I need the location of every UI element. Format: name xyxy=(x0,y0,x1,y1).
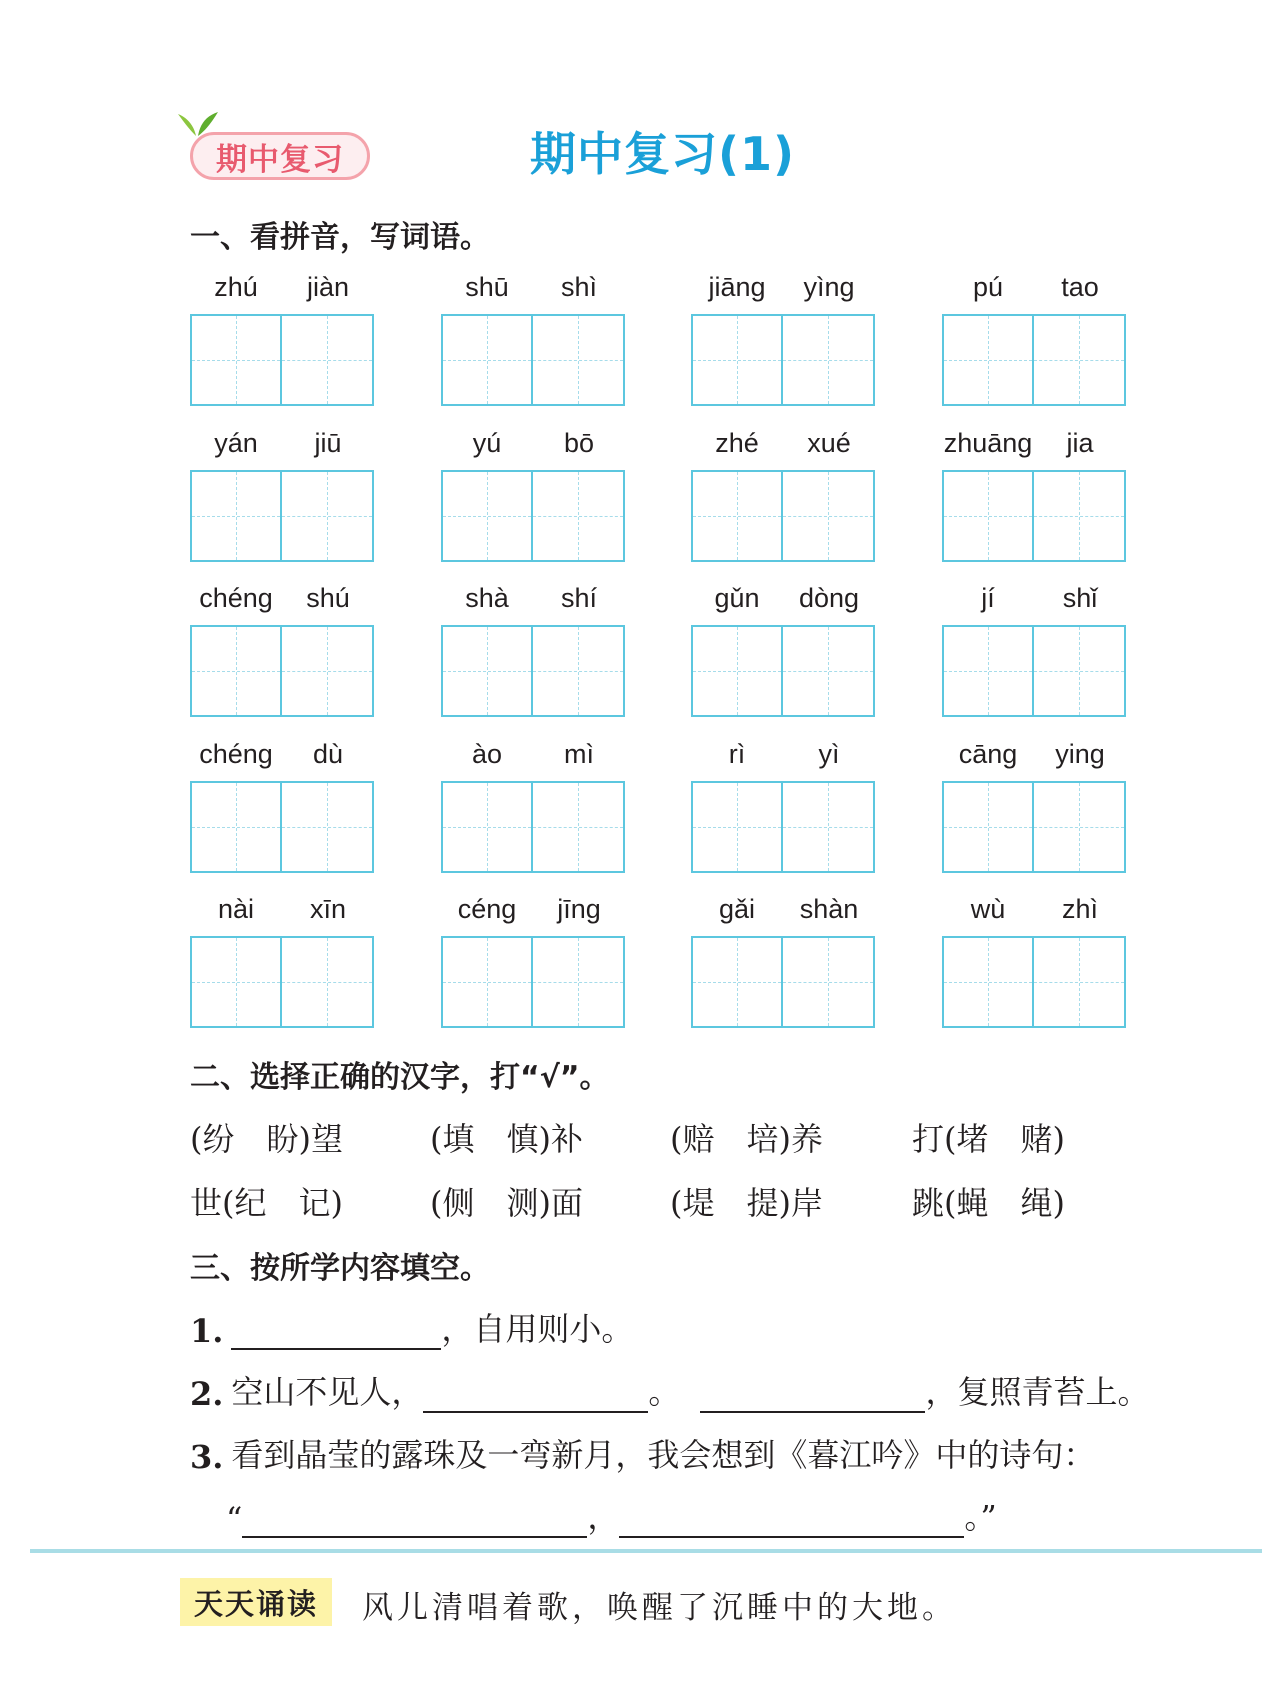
footer-divider xyxy=(30,1549,1262,1553)
pinyin-syllable: dòng xyxy=(798,583,860,613)
pinyin-label xyxy=(190,894,374,936)
section3-heading: 三、按所学内容填空。 xyxy=(190,1251,490,1286)
writing-boxes xyxy=(441,470,625,562)
pinyin-syllable: xué xyxy=(807,428,851,458)
writing-cell[interactable] xyxy=(783,625,875,717)
pinyin-label xyxy=(190,739,374,781)
pinyin-syllable: bō xyxy=(563,428,595,458)
pinyin-label xyxy=(691,428,875,470)
pinyin-word xyxy=(942,272,1126,406)
question-text: ，自用则小。 xyxy=(441,1310,634,1348)
writing-cell[interactable] xyxy=(190,781,282,873)
writing-cell[interactable] xyxy=(441,470,533,562)
writing-boxes xyxy=(691,470,875,562)
pinyin-syllable: ying xyxy=(1055,739,1105,769)
pinyin-syllable: nài xyxy=(217,894,255,924)
pinyin-syllable: gǔn xyxy=(714,583,760,613)
pinyin-label xyxy=(441,272,625,314)
writing-cell[interactable] xyxy=(783,470,875,562)
answer-blank[interactable] xyxy=(242,1506,587,1538)
pinyin-word xyxy=(942,583,1126,717)
fill-question-3 xyxy=(190,1430,1095,1476)
pinyin-word xyxy=(190,583,374,717)
pinyin-syllable: shàn xyxy=(799,894,859,924)
writing-boxes xyxy=(441,314,625,406)
choice-item[interactable]: (填 慎)补 xyxy=(430,1120,583,1158)
writing-cell[interactable] xyxy=(1034,936,1126,1028)
writing-cell[interactable] xyxy=(942,625,1034,717)
writing-cell[interactable] xyxy=(441,781,533,873)
writing-cell[interactable] xyxy=(190,470,282,562)
pinyin-word xyxy=(441,739,625,873)
writing-boxes xyxy=(942,470,1126,562)
pinyin-syllable: zhì xyxy=(1061,894,1099,924)
pinyin-syllable: jia xyxy=(1066,428,1094,458)
writing-cell[interactable] xyxy=(282,625,374,717)
writing-cell[interactable] xyxy=(533,625,625,717)
section-badge: 期中复习 xyxy=(190,132,370,180)
writing-cell[interactable] xyxy=(783,781,875,873)
pinyin-label xyxy=(691,739,875,781)
pinyin-syllable: shí xyxy=(560,583,598,613)
choice-item[interactable]: 跳(蝇 绳) xyxy=(912,1184,1065,1222)
page-title: 期中复习(1) xyxy=(530,127,796,181)
pinyin-syllable: shǐ xyxy=(1062,583,1098,613)
close-quote: 。” xyxy=(964,1498,997,1536)
pinyin-syllable: pú xyxy=(972,272,1004,302)
daily-reading-text: 风儿清唱着歌，唤醒了沉睡中的大地。 xyxy=(362,1590,957,1626)
pinyin-syllable: mì xyxy=(564,739,594,769)
pinyin-label xyxy=(190,272,374,314)
writing-cell[interactable] xyxy=(533,470,625,562)
pinyin-syllable: shì xyxy=(560,272,598,302)
choice-item[interactable]: 打(堵 赌) xyxy=(912,1120,1065,1158)
pinyin-word xyxy=(691,894,875,1028)
writing-cell[interactable] xyxy=(190,625,282,717)
pinyin-syllable: shū xyxy=(465,272,509,302)
pinyin-word xyxy=(441,428,625,562)
writing-boxes xyxy=(942,781,1126,873)
writing-cell[interactable] xyxy=(691,936,783,1028)
pinyin-syllable: jí xyxy=(981,583,995,613)
writing-boxes xyxy=(441,936,625,1028)
daily-reading-tag: 天天诵读 xyxy=(180,1578,332,1626)
pinyin-syllable: dù xyxy=(312,739,344,769)
writing-cell[interactable] xyxy=(691,314,783,406)
open-quote: “ xyxy=(226,1500,243,1538)
section2-heading: 二、选择正确的汉字，打“√”。 xyxy=(190,1060,610,1095)
pinyin-syllable: jiàn xyxy=(306,272,350,302)
pinyin-word xyxy=(942,428,1126,562)
pinyin-syllable: cāng xyxy=(958,739,1018,769)
writing-cell[interactable] xyxy=(942,781,1034,873)
choice-item[interactable]: (堤 提)岸 xyxy=(670,1184,823,1222)
fill-question-2 xyxy=(190,1367,1149,1413)
writing-boxes xyxy=(691,781,875,873)
choice-item[interactable]: (纷 盼)望 xyxy=(190,1120,343,1158)
pinyin-syllable: chéng xyxy=(199,583,273,613)
question-number: 1. xyxy=(190,1312,224,1350)
writing-cell[interactable] xyxy=(1034,470,1126,562)
writing-cell[interactable] xyxy=(942,314,1034,406)
answer-blank[interactable] xyxy=(619,1506,964,1538)
writing-cell[interactable] xyxy=(691,470,783,562)
pinyin-syllable: céng xyxy=(457,894,517,924)
pinyin-word xyxy=(691,739,875,873)
fill-question-1 xyxy=(190,1304,633,1350)
pinyin-syllable: jīng xyxy=(557,894,601,924)
writing-cell[interactable] xyxy=(533,781,625,873)
comma: ， xyxy=(587,1498,620,1536)
pinyin-label xyxy=(691,272,875,314)
pinyin-word xyxy=(441,894,625,1028)
writing-boxes xyxy=(691,314,875,406)
pinyin-word xyxy=(190,894,374,1028)
pinyin-word xyxy=(691,428,875,562)
writing-cell[interactable] xyxy=(282,470,374,562)
writing-cell[interactable] xyxy=(691,781,783,873)
pinyin-syllable: xīn xyxy=(309,894,347,924)
pinyin-label xyxy=(441,739,625,781)
pinyin-label xyxy=(190,583,374,625)
pinyin-word xyxy=(441,583,625,717)
question-text: 空山不见人， xyxy=(231,1373,424,1411)
question-number: 3. xyxy=(190,1438,224,1476)
pinyin-label xyxy=(942,428,1126,470)
pinyin-syllable: zhú xyxy=(214,272,258,302)
writing-boxes xyxy=(190,936,374,1028)
writing-boxes xyxy=(441,625,625,717)
pinyin-syllable: zhé xyxy=(715,428,759,458)
writing-boxes xyxy=(691,625,875,717)
writing-boxes xyxy=(441,781,625,873)
pinyin-syllable: jiāng xyxy=(708,272,766,302)
pinyin-word xyxy=(441,272,625,406)
pinyin-syllable: yú xyxy=(472,428,502,458)
choice-item[interactable]: (赔 培)养 xyxy=(670,1120,823,1158)
writing-cell[interactable] xyxy=(942,470,1034,562)
pinyin-syllable: yì xyxy=(818,739,840,769)
fill-question-3-answer xyxy=(226,1492,997,1538)
pinyin-label xyxy=(441,428,625,470)
pinyin-syllable: chéng xyxy=(199,739,273,769)
pinyin-syllable: yìng xyxy=(803,272,855,302)
pinyin-label xyxy=(441,583,625,625)
writing-cell[interactable] xyxy=(691,625,783,717)
writing-boxes xyxy=(942,625,1126,717)
pinyin-syllable: zhuāng xyxy=(943,428,1033,458)
answer-blank[interactable] xyxy=(700,1381,925,1413)
question-text: 。 xyxy=(648,1373,681,1411)
pinyin-syllable: shú xyxy=(306,583,350,613)
pinyin-word xyxy=(190,739,374,873)
writing-boxes xyxy=(190,781,374,873)
question-text: ，复照青苔上。 xyxy=(925,1373,1150,1411)
pinyin-syllable: ào xyxy=(471,739,503,769)
pinyin-label xyxy=(942,739,1126,781)
pinyin-label xyxy=(942,894,1126,936)
pinyin-word xyxy=(190,272,374,406)
writing-cell[interactable] xyxy=(1034,314,1126,406)
pinyin-syllable: tao xyxy=(1061,272,1099,302)
writing-cell[interactable] xyxy=(533,314,625,406)
pinyin-syllable: yán xyxy=(214,428,258,458)
writing-cell[interactable] xyxy=(1034,625,1126,717)
writing-cell[interactable] xyxy=(783,936,875,1028)
writing-cell[interactable] xyxy=(533,936,625,1028)
pinyin-syllable: gǎi xyxy=(718,894,756,924)
pinyin-syllable: wù xyxy=(970,894,1006,924)
writing-cell[interactable] xyxy=(942,936,1034,1028)
writing-boxes xyxy=(942,314,1126,406)
writing-cell[interactable] xyxy=(1034,781,1126,873)
pinyin-word xyxy=(691,583,875,717)
writing-cell[interactable] xyxy=(282,314,374,406)
pinyin-word xyxy=(942,739,1126,873)
writing-cell[interactable] xyxy=(441,625,533,717)
section1-heading: 一、看拼音，写词语。 xyxy=(190,220,490,255)
question-text: 看到晶莹的露珠及一弯新月，我会想到《暮江吟》中的诗句： xyxy=(231,1436,1096,1474)
pinyin-word xyxy=(691,272,875,406)
pinyin-label xyxy=(942,272,1126,314)
pinyin-word xyxy=(190,428,374,562)
writing-boxes xyxy=(190,625,374,717)
pinyin-label xyxy=(441,894,625,936)
choice-item[interactable]: 世(纪 记) xyxy=(190,1184,343,1222)
writing-cell[interactable] xyxy=(441,314,533,406)
answer-blank[interactable] xyxy=(423,1381,648,1413)
writing-boxes xyxy=(190,314,374,406)
pinyin-syllable: rì xyxy=(728,739,746,769)
writing-cell[interactable] xyxy=(190,314,282,406)
choice-item[interactable]: (侧 测)面 xyxy=(430,1184,583,1222)
pinyin-label xyxy=(942,583,1126,625)
pinyin-syllable: jiū xyxy=(314,428,342,458)
writing-boxes xyxy=(190,470,374,562)
answer-blank[interactable] xyxy=(231,1318,441,1350)
question-number: 2. xyxy=(190,1375,224,1413)
writing-cell[interactable] xyxy=(783,314,875,406)
pinyin-label xyxy=(190,428,374,470)
writing-cell[interactable] xyxy=(282,936,374,1028)
writing-boxes xyxy=(942,936,1126,1028)
writing-cell[interactable] xyxy=(190,936,282,1028)
pinyin-label xyxy=(691,583,875,625)
writing-cell[interactable] xyxy=(441,936,533,1028)
pinyin-word xyxy=(942,894,1126,1028)
pinyin-label xyxy=(691,894,875,936)
writing-cell[interactable] xyxy=(282,781,374,873)
pinyin-syllable: shà xyxy=(465,583,509,613)
writing-boxes xyxy=(691,936,875,1028)
